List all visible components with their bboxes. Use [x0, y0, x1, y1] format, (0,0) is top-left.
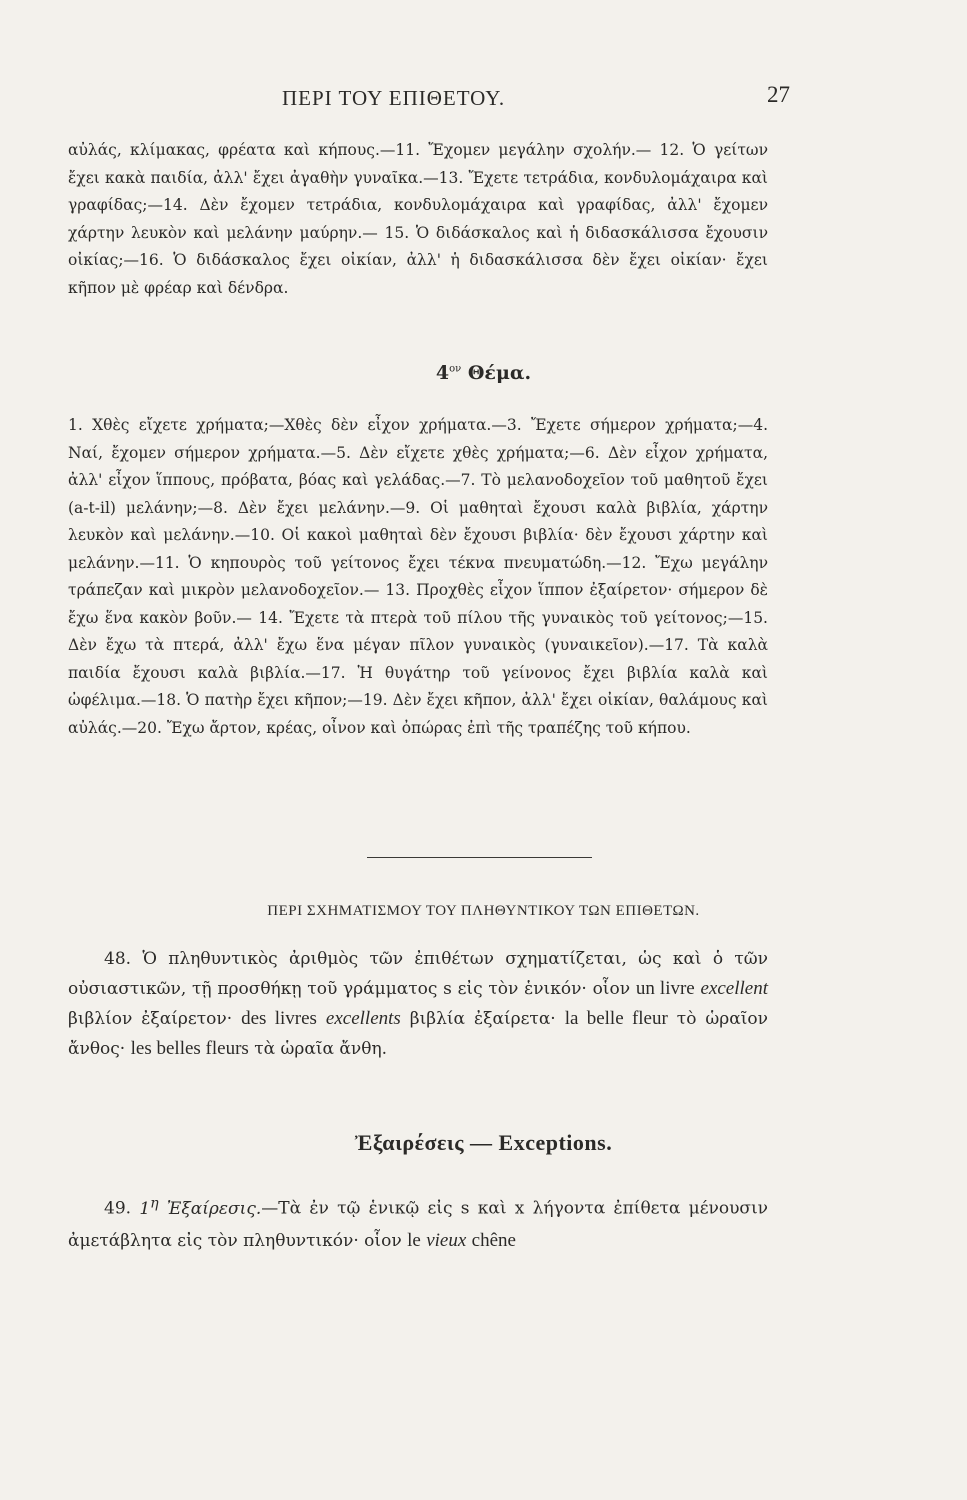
- french-example-5-italic: vieux: [426, 1229, 467, 1251]
- greek-gloss-1: βιβλίον ἐξαίρετον·: [68, 1009, 233, 1029]
- french-example-6: chêne: [471, 1229, 516, 1251]
- paragraph-48-number: 48.: [104, 949, 132, 969]
- paragraph-48-body: Ὁ πληθυντικὸς ἀριθμὸς τῶν ἐπιθέτων σχηματίζεται, ὡς καὶ ὁ τῶν οὐσιαστικῶν, τῇ προσθήκῃ τοῦ γράμματος s εἰς τὸν ἑνικόν· οἷον: [68, 949, 768, 999]
- french-example-2-italic: excellents: [325, 1008, 401, 1029]
- paragraph-1: αὐλάς, κλίμακας, φρέατα καὶ κήπους.—11. Ἔχομεν μεγάλην σχολήν.— 12. Ὁ γείτων ἔχει κακὰ παιδία, ἀλλ' ἔχει ἀγαθὴν γυναῖκα.—13. Ἔχετε τετράδια, κονδυλομάχαιρα καὶ γραφίδας;—14. Δὲν ἔχομεν τετράδια, κονδυλομάχαιρα καὶ γραφίδας, ἀλλ' ἔχομεν χάρτην λευκὸν καὶ μελάνην μαύρην.— 15. Ὁ διδάσκαλος καὶ ἡ διδασκάλισσα ἔχουσιν οἰκίας;—16. Ὁ διδάσκαλος ἔχει οἰκίαν, ἀλλ' ἡ διδασκάλισσα δὲν ἔχει οἰκίαν· ἔχει κῆπον μὲ φρέαρ καὶ δένδρα.: [68, 141, 768, 297]
- exception-label: Ἐξαίρεσις.: [166, 1198, 262, 1219]
- section-heading: ΠΕΡΙ ΣΧΗΜΑΤΙΣΜΟΥ ΤΟΥ ΠΛΗΘΥΝΤΙΚΟΥ ΤΩΝ ΕΠΙΘΕΤΩΝ.: [267, 903, 700, 919]
- theme-exercise: [68, 412, 768, 742]
- french-example-5: le: [407, 1229, 421, 1251]
- french-example-1: un livre: [635, 978, 695, 999]
- french-example-1-italic: excellent: [700, 978, 769, 999]
- paragraph-49-body: —Τὰ ἐν τῷ ἑνικῷ εἰς s καὶ x λήγοντα ἐπίθετα μένουσιν ἀμετάβλητα εἰς τὸν πληθυντικόν· οἷον: [68, 1198, 769, 1251]
- theme-number: 4: [435, 362, 450, 384]
- exceptions-heading: Ἐξαιρέσεις — Exceptions.: [354, 1130, 613, 1155]
- exception-ordinal: 1: [139, 1198, 151, 1219]
- exception-ordinal-suffix: η: [150, 1195, 159, 1211]
- french-example-2: des livres: [241, 1008, 317, 1029]
- paragraph-48-text: [68, 944, 768, 1064]
- paragraph-2: 1. Χθὲς εἴχετε χρήματα;—Χθὲς δὲν εἶχον χρήματα.—3. Ἔχετε σήμερον χρήματα;—4. Ναί, ἔχομεν σήμερον χρήματα.—5. Δὲν εἴχετε χθὲς χρήματα;—6. Δὲν εἶχον χρήματα, ἀλλ' εἶχον ἵππους, πρόβατα, βόας καὶ γελάδας.—7. Τὸ μελανοδοχεῖον τοῦ μαθητοῦ ἔχει (a-t-il) μελάνην;—8. Δὲν ἔχει μελάνην.—9. Οἱ μαθηταὶ ἔχουσι καλὰ βιβλία, χάρτην λευκὸν καὶ μελάνην.—10. Οἱ κακοὶ μαθηταὶ δὲν ἔχουσι βιβλία· δὲν ἔχουσι χάρτην καὶ μελάνην.—11. Ὁ κηπουρὸς τοῦ γείτονος ἔχει τέκνα πνευματώδη.—12. Ἔχω μεγάλην τράπεζαν καὶ μικρὸν μελανοδοχεῖον.— 13. Προχθὲς εἶχον ἵππον ἐξαίρετον· σήμερον δὲ ἔχω ἕνα κακὸν βοῦν.— 14. Ἔχετε τὰ πτερὰ τοῦ πίλου τῆς γυναικὸς τοῦ γείτονος;—15. Δὲν ἔχω τὰ πτερά, ἀλλ' ἔχω ἕνα μέγαν πῖλον γυναικὸς (γυναικεῖον).—17. Τὰ καλὰ παιδία ἔχουσι καλὰ βιβλία.—17. Ἡ θυγάτηρ τοῦ γείνονος ἔχει βιβλία καλὰ καὶ ὠφέλιμα.—18. Ὁ πατὴρ ἔχει κῆπον;—19. Δὲν ἔχει κῆπον, ἀλλ' ἔχει οἰκίαν, θαλάμους καὶ αὐλάς.—20. Ἔχω ἄρτον, κρέας, οἶνον καὶ ὀπώρας ἐπὶ τῆς τραπέζης τοῦ κήπου.: [68, 416, 768, 737]
- section-divider: [367, 857, 592, 858]
- paragraph-48: [68, 944, 768, 1064]
- paragraph-49: [68, 1188, 768, 1257]
- paragraph-49-number: 49.: [104, 1198, 132, 1219]
- paragraph-49-text: [68, 1188, 768, 1257]
- theme-label: Θέμα.: [467, 362, 532, 384]
- exercise-continuation: [68, 137, 768, 302]
- french-example-3: la belle fleur: [564, 1008, 668, 1029]
- running-title: ΠΕΡΙ ΤΟΥ ΕΠΙΘΕΤΟΥ.: [282, 86, 506, 110]
- theme-suffix: ον: [449, 363, 462, 375]
- greek-gloss-3: τὸ ὡραῖον ἄνθος·: [68, 1009, 768, 1059]
- page-number: 27: [767, 82, 790, 107]
- french-example-4: les belles fleurs: [130, 1038, 249, 1059]
- running-head: [70, 82, 790, 118]
- theme-heading: [0, 362, 967, 384]
- greek-gloss-4: τὰ ὡραῖα ἄνθη.: [254, 1039, 388, 1059]
- greek-gloss-2: βιβλία ἐξαίρετα·: [409, 1009, 556, 1029]
